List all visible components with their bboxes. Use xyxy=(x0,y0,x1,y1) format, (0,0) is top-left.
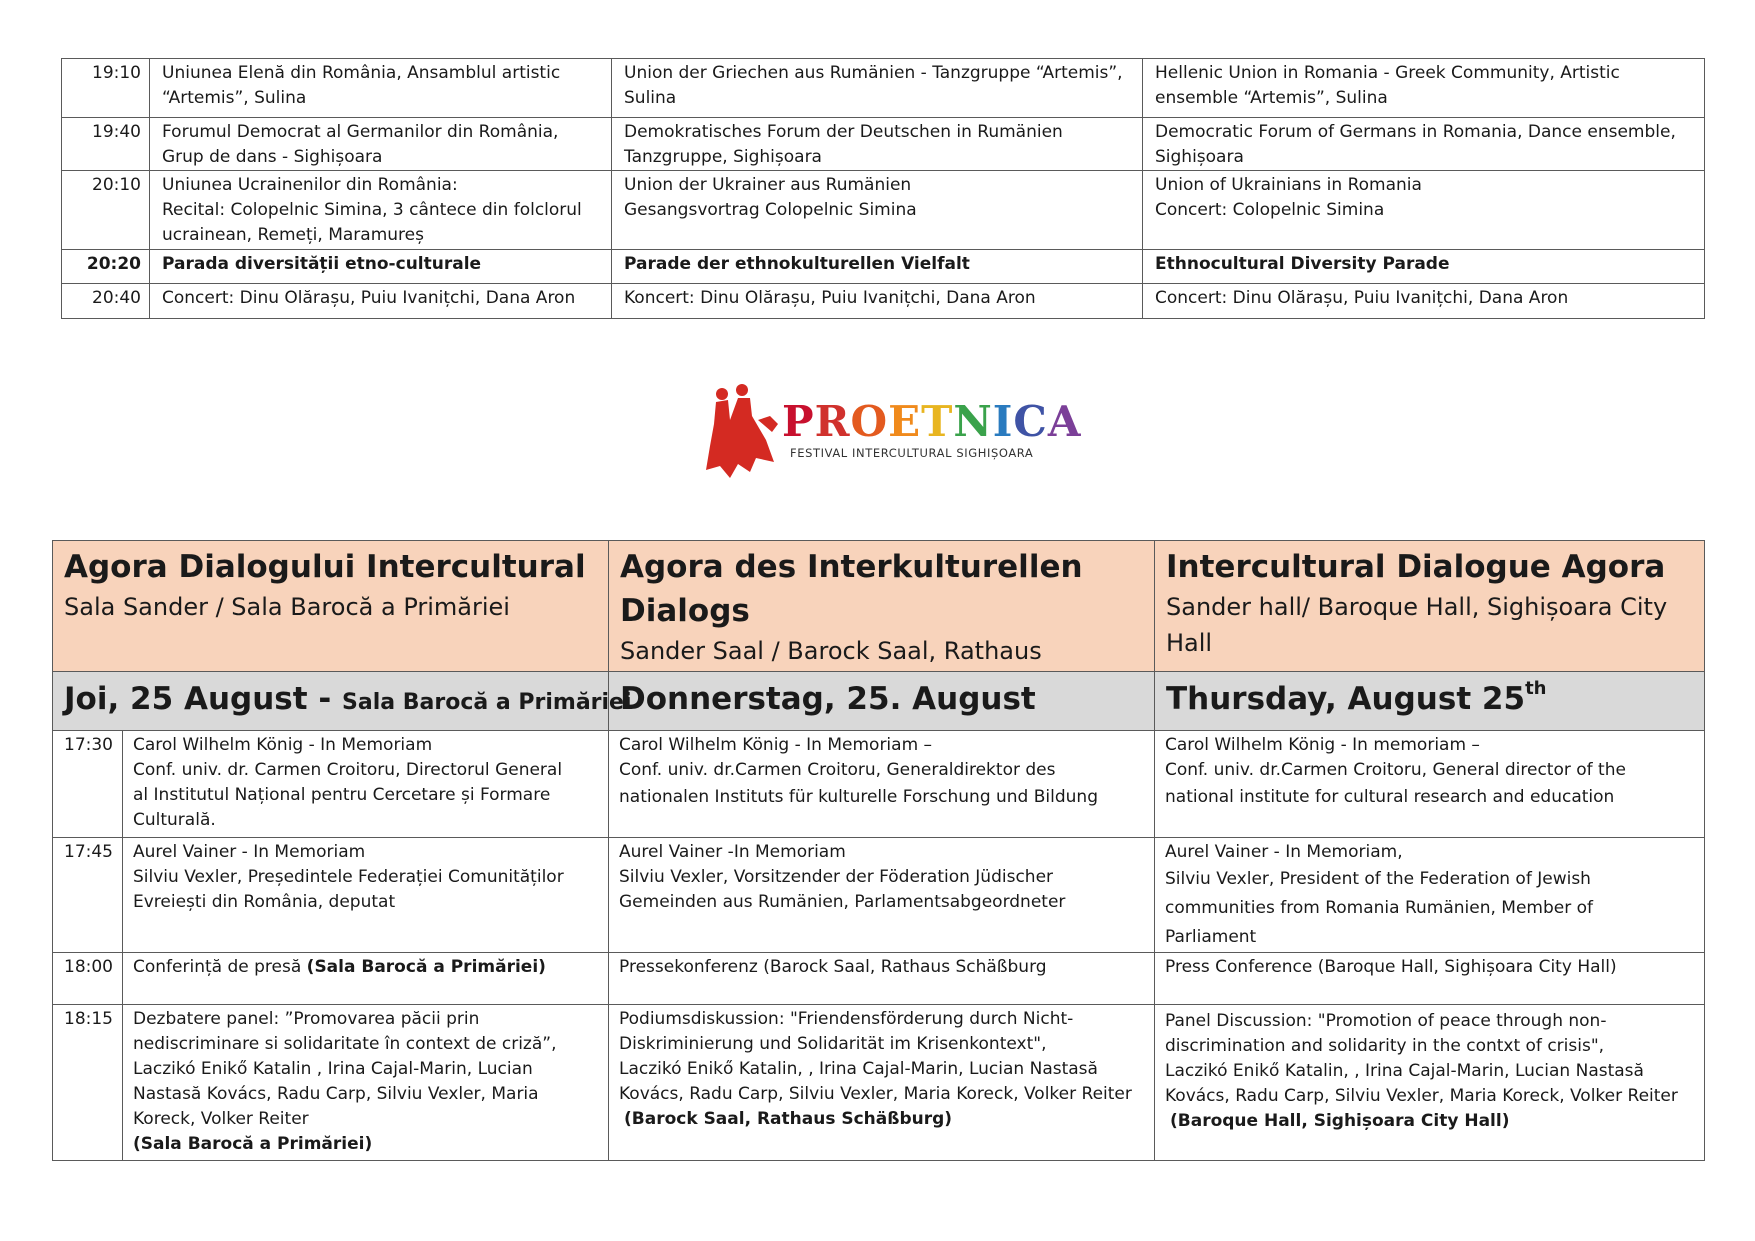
logo-letter: C xyxy=(1013,397,1048,446)
schedule-ro xyxy=(150,59,612,118)
text-line: Gesangsvortrag Colopelnic Simina xyxy=(624,200,917,220)
text-line: Podiumsdiskussion: "Friendensförderung durch Nicht- xyxy=(619,1009,1074,1029)
text-line: Concert: Dinu Olărașu, Puiu Ivanițchi, Dana Aron xyxy=(162,288,576,308)
event-en xyxy=(1155,731,1705,838)
text-line: Gemeinden aus Rumänien, Parlamentsabgeordneter xyxy=(619,892,1066,912)
text-line: Democratic Forum of Germans in Romania, Dance ensemble, xyxy=(1155,122,1676,142)
agora-header-en xyxy=(1155,541,1705,672)
agora-title-de: Agora des Interkulturellen Dialogs xyxy=(620,549,1083,629)
schedule-en xyxy=(1143,250,1705,284)
day-place-ro: Sala Barocă a Primăriei xyxy=(342,690,632,715)
text-line: Parliament xyxy=(1165,927,1257,947)
text-line: Demokratisches Forum der Deutschen in Rumänien xyxy=(624,122,1063,142)
text-line: Kovács, Radu Carp, Silviu Vexler, Maria Koreck, Volker Reiter xyxy=(619,1084,1132,1104)
event-row xyxy=(53,731,1705,838)
logo-letter: T xyxy=(921,397,954,446)
text-line: Pressekonferenz (Barock Saal, Rathaus Schäßburg xyxy=(619,957,1047,977)
schedule-row xyxy=(62,284,1705,319)
text-line: Silviu Vexler, President of the Federation of Jewish xyxy=(1165,869,1591,889)
text-line: nediscriminare si solidaritate în context de criză”, xyxy=(133,1034,557,1054)
text-line: discrimination and solidarity in the contxt of crisis", xyxy=(1165,1036,1605,1056)
text-line: Laczikó Enikő Katalin , Irina Cajal-Marin, Lucian xyxy=(133,1059,533,1079)
text-line: Ethnocultural Diversity Parade xyxy=(1155,254,1450,274)
logo-letter: R xyxy=(814,397,851,446)
event-row xyxy=(53,1005,1705,1161)
text-line: ucrainean, Remeți, Maramureș xyxy=(162,225,424,245)
agora-venue-en: Sander hall/ Baroque Hall, Sighișoara City Hall xyxy=(1166,593,1668,657)
agora-header-de xyxy=(609,541,1155,672)
text-line: nationalen Instituts für kulturelle Forschung und Bildung xyxy=(619,787,1098,807)
day-title-en-suffix: th xyxy=(1525,678,1547,699)
text-line: Koncert: Dinu Olărașu, Puiu Ivanițchi, Dana Aron xyxy=(624,288,1036,308)
text-line: Conf. univ. dr.Carmen Croitoru, Generaldirektor des xyxy=(619,760,1056,780)
schedule-de xyxy=(612,59,1143,118)
logo-title xyxy=(782,398,1081,446)
schedule-de xyxy=(612,118,1143,171)
venue-note: (Baroque Hall, Sighișoara City Hall) xyxy=(1170,1111,1510,1131)
event-en xyxy=(1155,1005,1705,1161)
text-line: Laczikó Enikő Katalin, , Irina Cajal-Marin, Lucian Nastasă xyxy=(619,1059,1098,1079)
schedule-time: 19:40 xyxy=(62,118,150,171)
event-time: 17:45 xyxy=(53,838,123,953)
schedule-time: 20:40 xyxy=(62,284,150,319)
schedule-en xyxy=(1143,118,1705,171)
schedule-row xyxy=(62,171,1705,250)
schedule-row xyxy=(62,59,1705,118)
event-ro xyxy=(123,1005,609,1161)
schedule-en xyxy=(1143,284,1705,319)
event-time: 17:30 xyxy=(53,731,123,838)
event-ro xyxy=(123,731,609,838)
text-line: Conf. univ. dr. Carmen Croitoru, Directorul General xyxy=(133,760,563,780)
text-line: Silviu Vexler, Vorsitzender der Föderation Jüdischer xyxy=(619,867,1054,887)
agora-schedule-table xyxy=(52,540,1705,1161)
text-line: Panel Discussion: "Promotion of peace through non- xyxy=(1165,1011,1607,1031)
text-line: Parada diversității etno-culturale xyxy=(162,254,482,274)
text-line: ensemble “Artemis”, Sulina xyxy=(1155,88,1388,108)
schedule-time: 19:10 xyxy=(62,59,150,118)
text-line: Conf. univ. dr.Carmen Croitoru, General director of the xyxy=(1165,760,1626,780)
day-separator: - xyxy=(307,681,343,717)
logo-letter: N xyxy=(953,397,993,446)
event-time: 18:00 xyxy=(53,953,123,1005)
schedule-en xyxy=(1143,59,1705,118)
day-ro xyxy=(53,672,632,731)
text-line: Aurel Vainer -In Memoriam xyxy=(619,842,846,862)
text-line: Concert: Dinu Olărașu, Puiu Ivanițchi, Dana Aron xyxy=(1155,288,1569,308)
text-line: Union der Ukrainer aus Rumänien xyxy=(624,175,912,195)
schedule-row xyxy=(62,250,1705,284)
text-line: national institute for cultural research and education xyxy=(1165,787,1615,807)
schedule-de xyxy=(612,284,1143,319)
logo-letter: E xyxy=(888,397,922,446)
text-line: Koreck, Volker Reiter xyxy=(133,1109,309,1129)
text-line: Hellenic Union in Romania - Greek Community, Artistic xyxy=(1155,63,1620,83)
event-de xyxy=(609,1005,1155,1161)
logo-letter: P xyxy=(782,397,815,446)
text-line: Diskriminierung und Solidarität im Krisenkontext", xyxy=(619,1034,1047,1054)
top-schedule-table xyxy=(61,58,1705,319)
schedule-en xyxy=(1143,171,1705,250)
text-line: Grup de dans - Sighișoara xyxy=(162,147,383,167)
text-line: Union of Ukrainians in Romania xyxy=(1155,175,1422,195)
schedule-ro xyxy=(150,118,612,171)
logo-letter: I xyxy=(992,397,1014,446)
logo-letter: O xyxy=(850,397,889,446)
text-line: Aurel Vainer - In Memoriam xyxy=(133,842,366,862)
agora-title-ro: Agora Dialogului Intercultural xyxy=(64,549,586,585)
event-row xyxy=(53,838,1705,953)
text-line: Carol Wilhelm König - In Memoriam xyxy=(133,735,433,755)
proetnica-logo xyxy=(700,380,1080,490)
schedule-ro xyxy=(150,171,612,250)
event-ro xyxy=(123,953,609,1005)
text-line: Forumul Democrat al Germanilor din România, xyxy=(162,122,559,142)
venue-note: (Sala Barocă a Primăriei) xyxy=(306,957,546,977)
event-en xyxy=(1155,953,1705,1005)
agora-header-ro xyxy=(53,541,609,672)
text-line: Concert: Colopelnic Simina xyxy=(1155,200,1385,220)
event-en xyxy=(1155,838,1705,953)
text-line: al Institutul Național pentru Cercetare și Formare xyxy=(133,785,551,805)
agora-header-row xyxy=(53,541,1705,672)
text-line: Uniunea Ucrainenilor din România: xyxy=(162,175,458,195)
day-title-en: Thursday, August 25 xyxy=(1166,681,1526,717)
day-title-ro: Joi, 25 August xyxy=(64,681,308,717)
agora-venue-de: Sander Saal / Barock Saal, Rathaus xyxy=(620,637,1042,665)
text-line: Parade der ethnokulturellen Vielfalt xyxy=(624,254,970,274)
agora-title-en: Intercultural Dialogue Agora xyxy=(1166,549,1666,585)
text-line: Laczikó Enikő Katalin, , Irina Cajal-Marin, Lucian Nastasă xyxy=(1165,1061,1644,1081)
schedule-ro xyxy=(150,284,612,319)
text-line: Dezbatere panel: ”Promovarea păcii prin xyxy=(133,1009,480,1029)
day-de xyxy=(609,672,1155,731)
venue-note: (Sala Barocă a Primăriei) xyxy=(133,1134,373,1154)
schedule-ro xyxy=(150,250,612,284)
text-line: communities from Romania Rumänien, Member of xyxy=(1165,898,1594,918)
event-de xyxy=(609,953,1155,1005)
text-line: Press Conference (Baroque Hall, Sighișoara City Hall) xyxy=(1165,957,1617,977)
text-line: Union der Griechen aus Rumänien - Tanzgruppe “Artemis”, xyxy=(624,63,1123,83)
event-ro xyxy=(123,838,609,953)
day-title-de: Donnerstag, 25. August xyxy=(620,681,1036,717)
day-row xyxy=(53,672,1705,731)
text-line: Nastasă Kovács, Radu Carp, Silviu Vexler, Maria xyxy=(133,1084,539,1104)
schedule-time: 20:20 xyxy=(62,250,150,284)
event-time: 18:15 xyxy=(53,1005,123,1161)
event-de xyxy=(609,731,1155,838)
event-de xyxy=(609,838,1155,953)
text-line: Sulina xyxy=(624,88,677,108)
text-line: Tanzgruppe, Sighișoara xyxy=(624,147,822,167)
venue-note: (Barock Saal, Rathaus Schäßburg) xyxy=(624,1109,953,1129)
schedule-time: 20:10 xyxy=(62,171,150,250)
text-line: Carol Wilhelm König - In Memoriam – xyxy=(619,735,933,755)
day-en xyxy=(1155,672,1705,731)
text-line: Culturală. xyxy=(133,810,216,830)
logo-letter: A xyxy=(1047,397,1082,446)
text-line: Evreiești din România, deputat xyxy=(133,892,396,912)
logo-subtitle: FESTIVAL INTERCULTURAL SIGHIȘOARA xyxy=(790,446,1034,460)
dancers-figure-icon xyxy=(700,380,782,484)
schedule-de xyxy=(612,171,1143,250)
event-row xyxy=(53,953,1705,1005)
text-line: Uniunea Elenă din România, Ansamblul artistic xyxy=(162,63,561,83)
text-line: Aurel Vainer - In Memoriam, xyxy=(1165,842,1403,862)
text-line: Silviu Vexler, Președintele Federației Comunităților xyxy=(133,867,564,887)
text-line: “Artemis”, Sulina xyxy=(162,88,307,108)
text-line: Kovács, Radu Carp, Silviu Vexler, Maria Koreck, Volker Reiter xyxy=(1165,1086,1678,1106)
schedule-de xyxy=(612,250,1143,284)
text-line: Conferință de presă xyxy=(133,957,307,977)
text-line: Recital: Colopelnic Simina, 3 cântece din folclorul xyxy=(162,200,582,220)
text-line: Sighișoara xyxy=(1155,147,1244,167)
agora-venue-ro: Sala Sander / Sala Barocă a Primăriei xyxy=(64,593,510,621)
text-line: Carol Wilhelm König - In memoriam – xyxy=(1165,735,1480,755)
schedule-row xyxy=(62,118,1705,171)
